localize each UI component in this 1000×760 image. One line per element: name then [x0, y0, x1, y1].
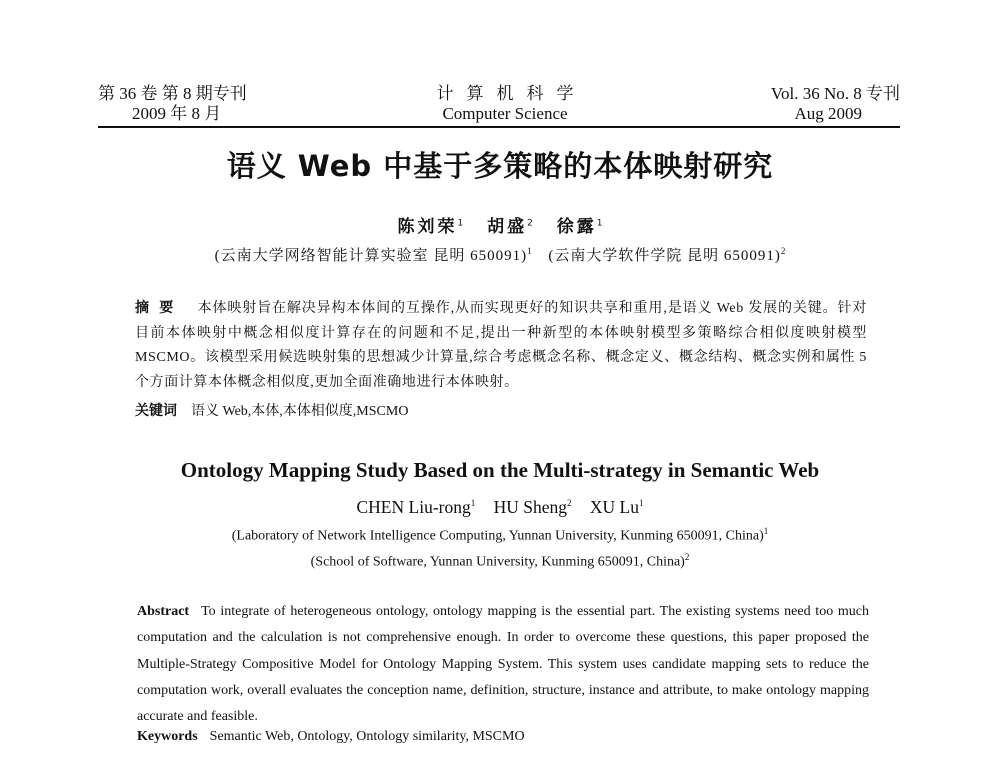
keywords-label-cn: 关键词 — [135, 403, 177, 419]
abstract-label-cn: 摘要 — [135, 300, 184, 316]
affiliation-en: (School of Software, Yunnan University, Kunming 650091, China)$^2$ — [310, 552, 690, 570]
paper-title-en: Ontology Mapping Study Based on the Multi-strategy in Semantic Web — [180, 458, 820, 482]
header-volume-info — [98, 84, 247, 124]
author-en: CHEN Liu-rong$^1$ — [356, 496, 476, 517]
author-cn: 徐露$^1$ — [556, 216, 603, 237]
author-cn: 陈刘荣$^1$ — [397, 216, 464, 237]
affiliation-en: (Laboratory of Network Intelligence Computing, Yunnan University, Kunming 650091, China)$^1$ — [231, 526, 769, 544]
author-list-cn — [0, 212, 1000, 238]
header-date-cn: 2009 年 8 月 — [132, 104, 222, 123]
abstract-text-cn: 本体映射旨在解决异构本体间的互操作,从而实现更好的知识共享和重用,是语义 Web 发展的关键。针对目前本体映射中概念相似度计算存在的问题和不足,提出一种新型的本体映射模型多策略综合相似度映射模型 MSCMO。该模型采用候选映射集的思想减少计算量,综合考虑概念名称、概念定义、概念结构、概念实例和属性 5 个方面计算本体概念相似度,更加全面准确地进行本体映射。 — [135, 301, 867, 390]
header-date-en: Aug 2009 — [794, 104, 862, 123]
affiliation-cn: (云南大学软件学院 昆明 650091)$^2$ — [548, 246, 786, 264]
keywords-text-en: Semantic Web, Ontology, Ontology similarity, MSCMO — [209, 729, 525, 744]
affiliation-cn: (云南大学网络智能计算实验室 昆明 650091)$^1$ — [214, 246, 532, 264]
author-list-en — [0, 492, 1000, 518]
author-cn: 胡盛$^2$ — [487, 216, 533, 237]
author-affil-marker: 2 — [567, 498, 572, 508]
author-en: HU Sheng$^2$ — [493, 496, 572, 517]
keywords-en — [137, 726, 869, 748]
author-affil-marker: 1 — [638, 498, 644, 508]
header-journal — [400, 84, 610, 124]
author-en: XU Lu$^1$ — [589, 496, 644, 517]
header-volume-issue: 第 36 卷 第 8 期专刊 — [98, 84, 247, 103]
abstract-cn — [135, 296, 867, 395]
author-affil-marker: 1 — [457, 218, 464, 228]
journal-name-cn: 计算机科学 — [436, 84, 587, 103]
affiliations-cn — [0, 241, 1000, 266]
abstract-en — [137, 599, 869, 730]
header-volume-issue-en: Vol. 36 No. 8 专刊 — [770, 84, 900, 103]
abstract-text-en: To integrate of heterogeneous ontology, ontology mapping is the essential part. The existing systems need too much computation and the calculation is not comprehensive enough. In order to overcome these questions, this paper proposed the Multiple-Strategy Compositive Model for Ontology Mapping System. This system uses candidate mapping sets to reduce the computation work, overall evaluates the conception name, definition, structure, instance and attribute, to make ontology mapping accurate and feasible. — [137, 604, 869, 725]
abstract-label-en: Abstract — [137, 604, 190, 619]
header-rule — [98, 126, 900, 128]
paper-title-cn: 语义 Web 中基于多策略的本体映射研究 — [226, 149, 774, 183]
journal-name-en: Computer Science — [442, 104, 568, 123]
author-affil-marker: 1 — [470, 498, 476, 508]
keywords-text-cn: 语义 Web,本体,本体相似度,MSCMO — [191, 404, 409, 419]
header-volume-info-en — [771, 84, 900, 124]
author-affil-marker: 2 — [527, 218, 533, 228]
keywords-label-en: Keywords — [137, 729, 198, 744]
author-affil-marker: 1 — [596, 218, 603, 228]
keywords-cn — [135, 400, 867, 423]
